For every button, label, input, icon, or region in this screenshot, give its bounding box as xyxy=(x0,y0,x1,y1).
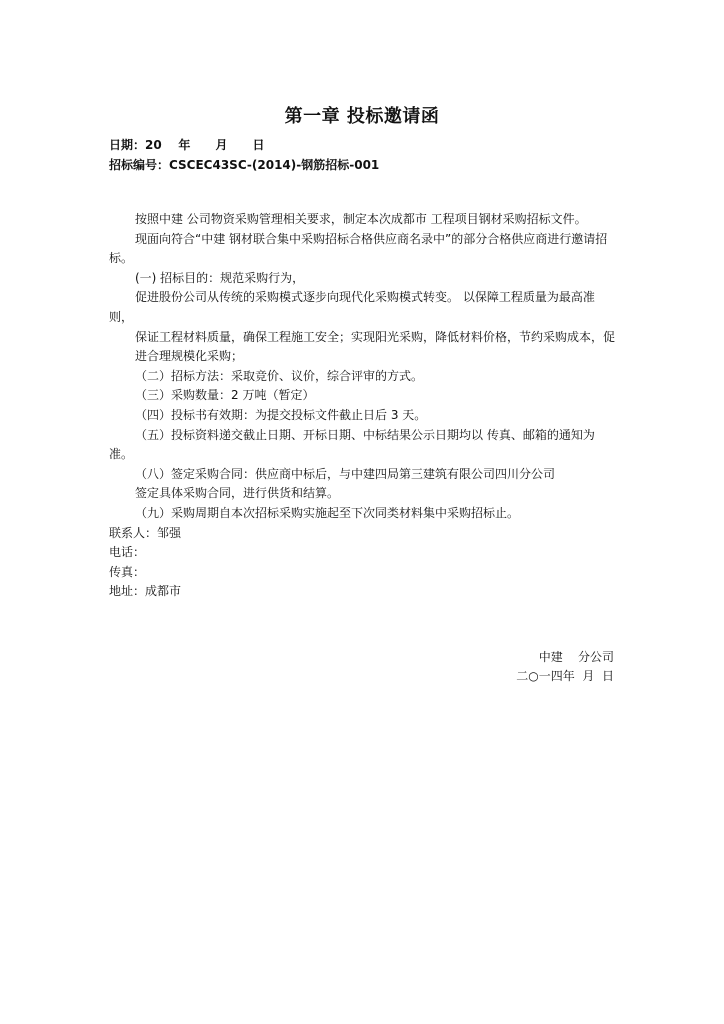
date-line: 日期：20 年 月 日 xyxy=(109,138,265,152)
signature-date: 二○一四年 月 日 xyxy=(516,669,614,683)
paragraph-method: （二）招标方法：采取竞价、议价，综合评审的方式。 xyxy=(135,368,424,383)
paragraph-contract-cont: 签定具体采购合同，进行供货和结算。 xyxy=(135,486,340,501)
paragraph-purpose-3: 进合理规模化采购； xyxy=(135,349,244,364)
paragraph-contract: （八）签定采购合同：供应商中标后，与中建四局第三建筑有限公司四川分公司 xyxy=(135,466,556,481)
contact-phone: 电话： xyxy=(109,545,146,560)
paragraph-purpose-heading: (一) 招标目的：规范采购行为， xyxy=(135,270,305,285)
paragraph-cycle: （九）采购周期自本次招标采购实施起至下次同类材料集中采购招标止。 xyxy=(135,505,520,520)
paragraph-quantity: （三）采购数量：2 万吨（暂定） xyxy=(135,388,315,403)
document-title: 第一章 投标邀请函 xyxy=(284,106,440,127)
contact-fax: 传真： xyxy=(109,564,146,579)
bid-number: 招标编号：CSCEC43SC-(2014)-钢筋招标-001 xyxy=(109,158,380,172)
paragraph-deadlines: （五）投标资料递交截止日期、开标日期、中标结果公示日期均以 传真、邮箱的通知为准。 xyxy=(109,427,595,462)
paragraph-validity: （四）投标书有效期：为提交投标文件截止日后 3 天。 xyxy=(135,407,427,422)
signature-company: 中建 分公司 xyxy=(538,650,614,664)
document-body xyxy=(109,210,615,602)
paragraph-purpose-1: 促进股份公司从传统的采购模式逐步向现代化采购模式转变。 以保障工程质量为最高准则， xyxy=(109,290,595,324)
contact-address: 地址：成都市 xyxy=(109,584,182,599)
contact-person: 联系人：邹强 xyxy=(109,525,182,540)
paragraph-invitation: 现面向符合“中建 钢材联合集中采购招标合格供应商名录中”的部分合格供应商进行邀请招标。 xyxy=(109,231,608,266)
paragraph-purpose-2: 保证工程材料质量，确保工程施工安全；实现阳光采购，降低材料价格，节约采购成本，促 xyxy=(135,329,616,344)
paragraph-requirements: 按照中建 公司物资采购管理相关要求，制定本次成都市 工程项目钢材采购招标文件。 xyxy=(135,212,587,226)
